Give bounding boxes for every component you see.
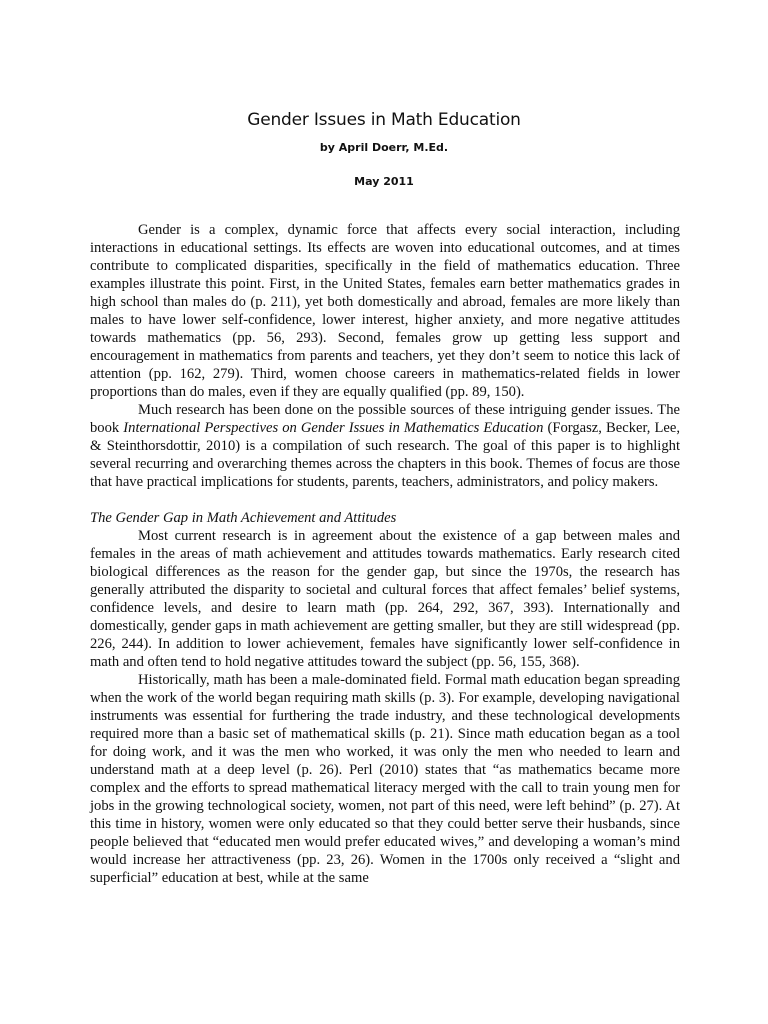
section-heading: The Gender Gap in Math Achievement and Attitudes [90,510,397,526]
document-date: May 2011 [354,175,414,188]
intro-paragraph-1: Gender is a complex, dynamic force that affects every social interaction, including interactions in educational settings. Its effects are woven into educational outcomes, and at times contribute to complicated disparities, specifically in the field of mathematics education. Three examples illustrate this point. First, in the United States, females earn better mathematics grades in high school than males do (p. 211), yet both domestically and abroad, females are more likely than males to have lower self-confidence, lower interest, higher anxiety, and more negative attitudes towards mathematics (pp. 56, 293). Second, females grow up getting less support and encouragement in mathematics from parents and teachers, yet they don’t seem to notice this lack of attention (pp. 162, 279). Third, women choose careers in mathematics-related fields in lower proportions than do males, even if they are equally qualified (pp. 89, 150). [90,222,680,400]
section-paragraph-1: Most current research is in agreement about the existence of a gap between males and females in the areas of math achievement and attitudes towards mathematics. Early research cited biological differences as the reason for the gender gap, but since the 1970s, the research has generally attributed the disparity to societal and cultural forces that affect females’ belief systems, confidence levels, and desire to learn math (pp. 264, 292, 367, 393). Internationally and domestically, gender gaps in math achievement are getting smaller, but they are still widespread (pp. 226, 244). In addition to lower achievement, females have significantly lower self-confidence in math and often tend to hold negative attitudes toward the subject (pp. 56, 155, 368). [90,528,680,670]
paragraph-text: (Forgasz, Becker, Lee, & Steinthorsdottir, 2010) is a compilation of such research. The goal of this paper is to highlight several recurring and overarching themes across the chapters in this book. Themes of focus are those that have practical implications for students, parents, teachers, administrators, and policy makers. [90,420,680,490]
section-paragraph-2: Historically, math has been a male-dominated field. Formal math education began spreading when the work of the world began requiring math skills (p. 3). For example, developing navigational instruments was essential for furthering the trade industry, and these technological developments required more than a basic set of mathematical skills (p. 21). Since math education began as a tool for doing work, and it was the men who worked, it was only the men who needed to learn and understand math at a deep level (p. 26). Perl (2010) states that “as mathematics became more complex and the efforts to spread mathematical literacy merged with the call to train young men for jobs in the growing technological society, women, not part of this need, were left behind” (p. 27). At this time in history, women were only educated so that they could better serve their husbands, since people believed that “educated men would prefer educated wives,” and developing a woman’s mind would increase her attractiveness (pp. 23, 26). Women in the 1700s only received a “slight and superficial” education at best, while at the same [90,672,680,886]
paragraph-text: Much research has been done on the possible sources of these intriguing gender issues. The book [90,402,680,436]
document-body [90,221,680,887]
book-title: International Perspectives on Gender Issues in Mathematics Education [123,420,544,436]
document-title: Gender Issues in Math Education [247,110,521,130]
intro-paragraph-2 [90,401,680,491]
document-byline: by April Doerr, M.Ed. [319,141,449,154]
